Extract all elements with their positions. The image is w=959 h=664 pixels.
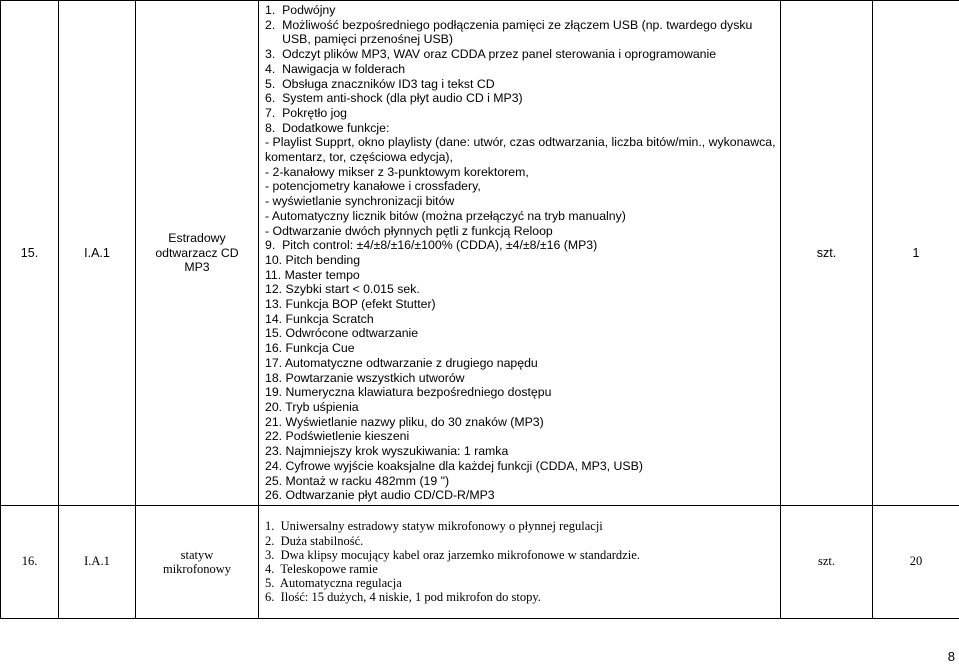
description-line: 6. System anti-shock (dla płyt audio CD i MP3) bbox=[265, 91, 523, 106]
description-line: komentarz, tor, częściowa edycja), bbox=[265, 150, 453, 165]
description-line: 25. Montaż w racku 482mm (19 ") bbox=[265, 473, 450, 488]
description-line: 26. Odtwarzanie płyt audio CD/CD-R/MP3 bbox=[265, 488, 495, 503]
page-number: 8 bbox=[947, 649, 955, 664]
row-code: I.A.1 bbox=[59, 505, 136, 618]
description-line: 2. Duża stabilność. bbox=[265, 533, 364, 548]
description-line: 8. Dodatkowe funkcje: bbox=[265, 120, 390, 135]
description-line: - Odtwarzanie dwóch płynnych pętli z funkcją Reloop bbox=[265, 223, 553, 238]
item-description bbox=[259, 1, 781, 506]
description-line: - Playlist Supprt, okno playlisty (dane: utwór, czas odtwarzania, liczba bitów/min., wykonawca, bbox=[265, 135, 776, 150]
description-line: 1. Podwójny bbox=[265, 3, 336, 17]
description-line: - wyświetlanie synchronizacji bitów bbox=[265, 194, 455, 209]
description-line: 19. Numeryczna klawiatura bezpośredniego dostępu bbox=[265, 385, 552, 400]
description-line: 17. Automatyczne odtwarzanie z drugiego napędu bbox=[265, 355, 538, 370]
description-line: 3. Odczyt plików MP3, WAV oraz CDDA przez panel sterowania i oprogramowanie bbox=[265, 47, 717, 62]
description-line: USB, pamięci przenośnej USB) bbox=[265, 32, 453, 47]
row-code: I.A.1 bbox=[59, 1, 136, 506]
description-line: 10. Pitch bending bbox=[265, 252, 361, 267]
item-name bbox=[136, 505, 259, 618]
description-line: 22. Podświetlenie kieszeni bbox=[265, 429, 410, 444]
description-line: - 2-kanałowy mikser z 3-punktowym korektorem, bbox=[265, 164, 529, 179]
description-line: 15. Odwrócone odtwarzanie bbox=[265, 326, 419, 341]
table-row bbox=[1, 505, 959, 618]
description-line: 21. Wyświetlanie nazwy pliku, do 30 znaków (MP3) bbox=[265, 414, 544, 429]
description-line: 3. Dwa klipsy mocujący kabel oraz jarzemko mikrofonowe w standardzie. bbox=[265, 547, 640, 562]
item-description bbox=[259, 505, 781, 618]
description-line: 12. Szybki start < 0.015 sek. bbox=[265, 282, 420, 297]
description-line: 9. Pitch control: ±4/±8/±16/±100% (CDDA), ±4/±8/±16 (MP3) bbox=[265, 238, 598, 253]
description-line: 2. Możliwość bezpośredniego podłączenia pamięci ze złączem USB (np. twardego dysku bbox=[265, 17, 753, 32]
description-line: 16. Funkcja Cue bbox=[265, 341, 355, 356]
description-line: 14. Funkcja Scratch bbox=[265, 311, 374, 326]
description-line: 1. Uniwersalny estradowy statyw mikrofonowy o płynnej regulacji bbox=[265, 519, 603, 534]
description-line: 20. Tryb uśpienia bbox=[265, 399, 359, 414]
description-line: - Automatyczny licznik bitów (można przełączyć na tryb manualny) bbox=[265, 208, 626, 223]
description-line: 5. Obsługa znaczników ID3 tag i tekst CD bbox=[265, 76, 495, 91]
description-line: 13. Funkcja BOP (efekt Stutter) bbox=[265, 297, 436, 312]
description-line: 11. Master tempo bbox=[265, 267, 360, 282]
quantity: 20 bbox=[873, 505, 959, 618]
row-number: 15. bbox=[1, 1, 59, 506]
item-name-line: Estradowy bbox=[168, 230, 226, 245]
item-name-line: mikrofonowy bbox=[162, 561, 232, 576]
row-number: 16. bbox=[1, 505, 59, 618]
unit: szt. bbox=[781, 505, 873, 618]
item-name-line: statyw bbox=[180, 547, 214, 562]
description-line: 7. Pokrętło jog bbox=[265, 105, 348, 120]
quantity: 1 bbox=[873, 1, 959, 506]
description-line: 24. Cyfrowe wyjście koaksjalne dla każdej funkcji (CDDA, MP3, USB) bbox=[265, 458, 643, 473]
description-line: 23. Najmniejszy krok wyszukiwania: 1 ramka bbox=[265, 444, 509, 459]
table-row bbox=[1, 1, 959, 506]
description-line: 4. Teleskopowe ramie bbox=[265, 561, 378, 576]
description-line: 18. Powtarzanie wszystkich utworów bbox=[265, 370, 465, 385]
item-name-line: MP3 bbox=[184, 260, 210, 275]
item-name bbox=[136, 1, 259, 506]
unit: szt. bbox=[781, 1, 873, 506]
description-line: 5. Automatyczna regulacja bbox=[265, 576, 402, 591]
item-name-line: odtwarzacz CD bbox=[155, 245, 239, 260]
description-line: - potencjometry kanałowe i crossfadery, bbox=[265, 179, 481, 194]
description-line: 4. Nawigacja w folderach bbox=[265, 61, 406, 76]
description-line: 6. Ilość: 15 dużych, 4 niskie, 1 pod mikrofon do stopy. bbox=[265, 590, 541, 605]
